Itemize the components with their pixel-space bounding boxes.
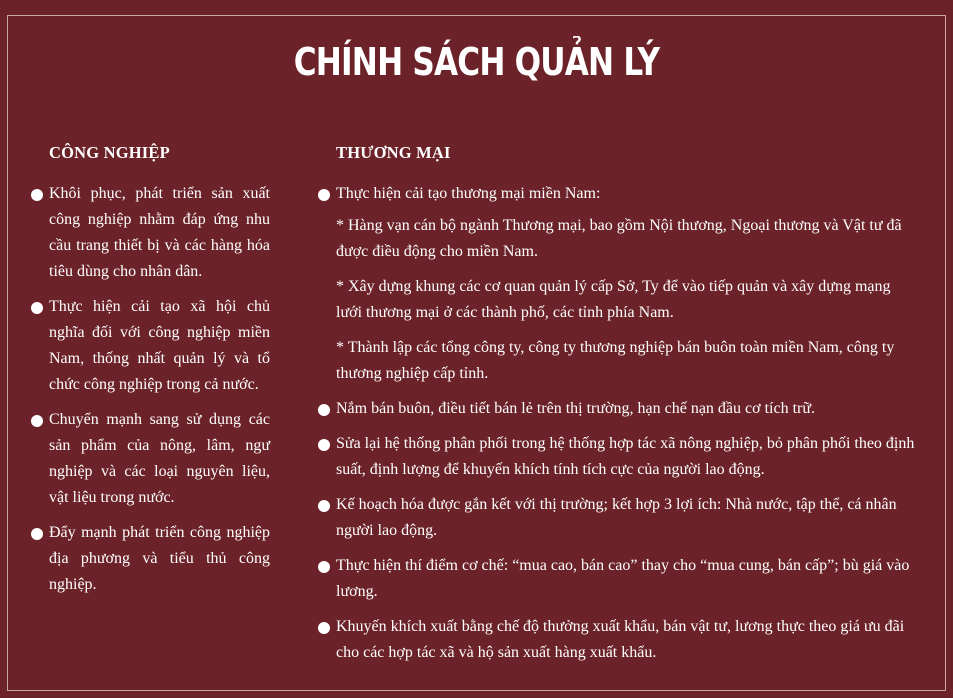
commerce-item-text: Thực hiện thí điểm cơ chế: “mua cao, bán cao” thay cho “mua cung, bán cấp”; bù giá vào lương.	[336, 557, 910, 600]
industry-item-text: Khôi phục, phát triển sản xuất công nghiệp nhằm đáp ứng nhu cầu trang thiết bị và các hàng hóa tiêu dùng cho nhân dân.	[49, 185, 270, 280]
commerce-heading: THƯƠNG MẠI	[336, 143, 451, 162]
bullet-icon	[31, 415, 43, 427]
industry-heading: CÔNG NGHIỆP	[49, 143, 170, 162]
industry-item	[30, 181, 270, 285]
bullet-icon	[318, 622, 330, 634]
industry-item	[30, 407, 270, 511]
commerce-item-text: Khuyến khích xuất bằng chế độ thưởng xuất khẩu, bán vật tư, lương thực theo giá ưu đãi cho các hợp tác xã và hộ sản xuất hàng xuất khẩu.	[336, 618, 905, 661]
commerce-item-text: Sửa lại hệ thống phân phối trong hệ thống hợp tác xã nông nghiệp, bỏ phân phối theo định suất, định lượng để khuyến khích tính tích cực của người lao động.	[336, 435, 915, 478]
industry-item-text: Chuyển mạnh sang sử dụng các sản phẩm của nông, lâm, ngư nghiệp và các loại nguyên liệu, vật liệu trong nước.	[49, 411, 270, 506]
commerce-item	[317, 431, 917, 483]
commerce-item	[317, 614, 917, 666]
industry-item	[30, 294, 270, 398]
bullet-icon	[318, 404, 330, 416]
bullet-icon	[318, 561, 330, 573]
bullet-icon	[318, 500, 330, 512]
commerce-item-text: Nắm bán buôn, điều tiết bán lẻ trên thị trường, hạn chế nạn đầu cơ tích trữ.	[336, 400, 816, 417]
commerce-item	[317, 553, 917, 605]
page-title: CHÍNH SÁCH QUẢN LÝ	[293, 40, 660, 84]
commerce-intro-text: Thực hiện cải tạo thương mại miền Nam:	[336, 185, 601, 202]
commerce-item	[317, 181, 917, 207]
commerce-item	[317, 492, 917, 544]
bullet-icon	[318, 439, 330, 451]
bullet-icon	[31, 528, 43, 540]
commerce-subitem: * Hàng vạn cán bộ ngành Thương mại, bao gồm Nội thương, Ngoại thương và Vật tư đã được điều động cho miền Nam.	[336, 217, 902, 260]
commerce-column	[317, 143, 917, 675]
bullet-icon	[318, 189, 330, 201]
commerce-item	[317, 396, 917, 422]
commerce-item-text: Kế hoạch hóa được gắn kết với thị trường; kết hợp 3 lợi ích: Nhà nước, tập thể, cá nhân người lao động.	[336, 496, 897, 539]
commerce-subitem: * Thành lập các tổng công ty, công ty thương nghiệp bán buôn toàn miền Nam, công ty thương nghiệp cấp tỉnh.	[336, 339, 895, 382]
industry-item-text: Đẩy mạnh phát triển công nghiệp địa phương và tiểu thủ công nghiệp.	[49, 524, 270, 593]
commerce-subitem: * Xây dựng khung các cơ quan quản lý cấp Sở, Ty để vào tiếp quản và xây dựng mạng lưới thương mại ở các thành phố, các tỉnh phía Nam.	[336, 278, 891, 321]
bullet-icon	[31, 302, 43, 314]
industry-column	[30, 143, 270, 607]
bullet-icon	[31, 189, 43, 201]
industry-item-text: Thực hiện cải tạo xã hội chủ nghĩa đối với công nghiệp miền Nam, thống nhất quản lý và tổ chức công nghiệp trong cả nước.	[49, 298, 270, 393]
industry-item	[30, 520, 270, 598]
